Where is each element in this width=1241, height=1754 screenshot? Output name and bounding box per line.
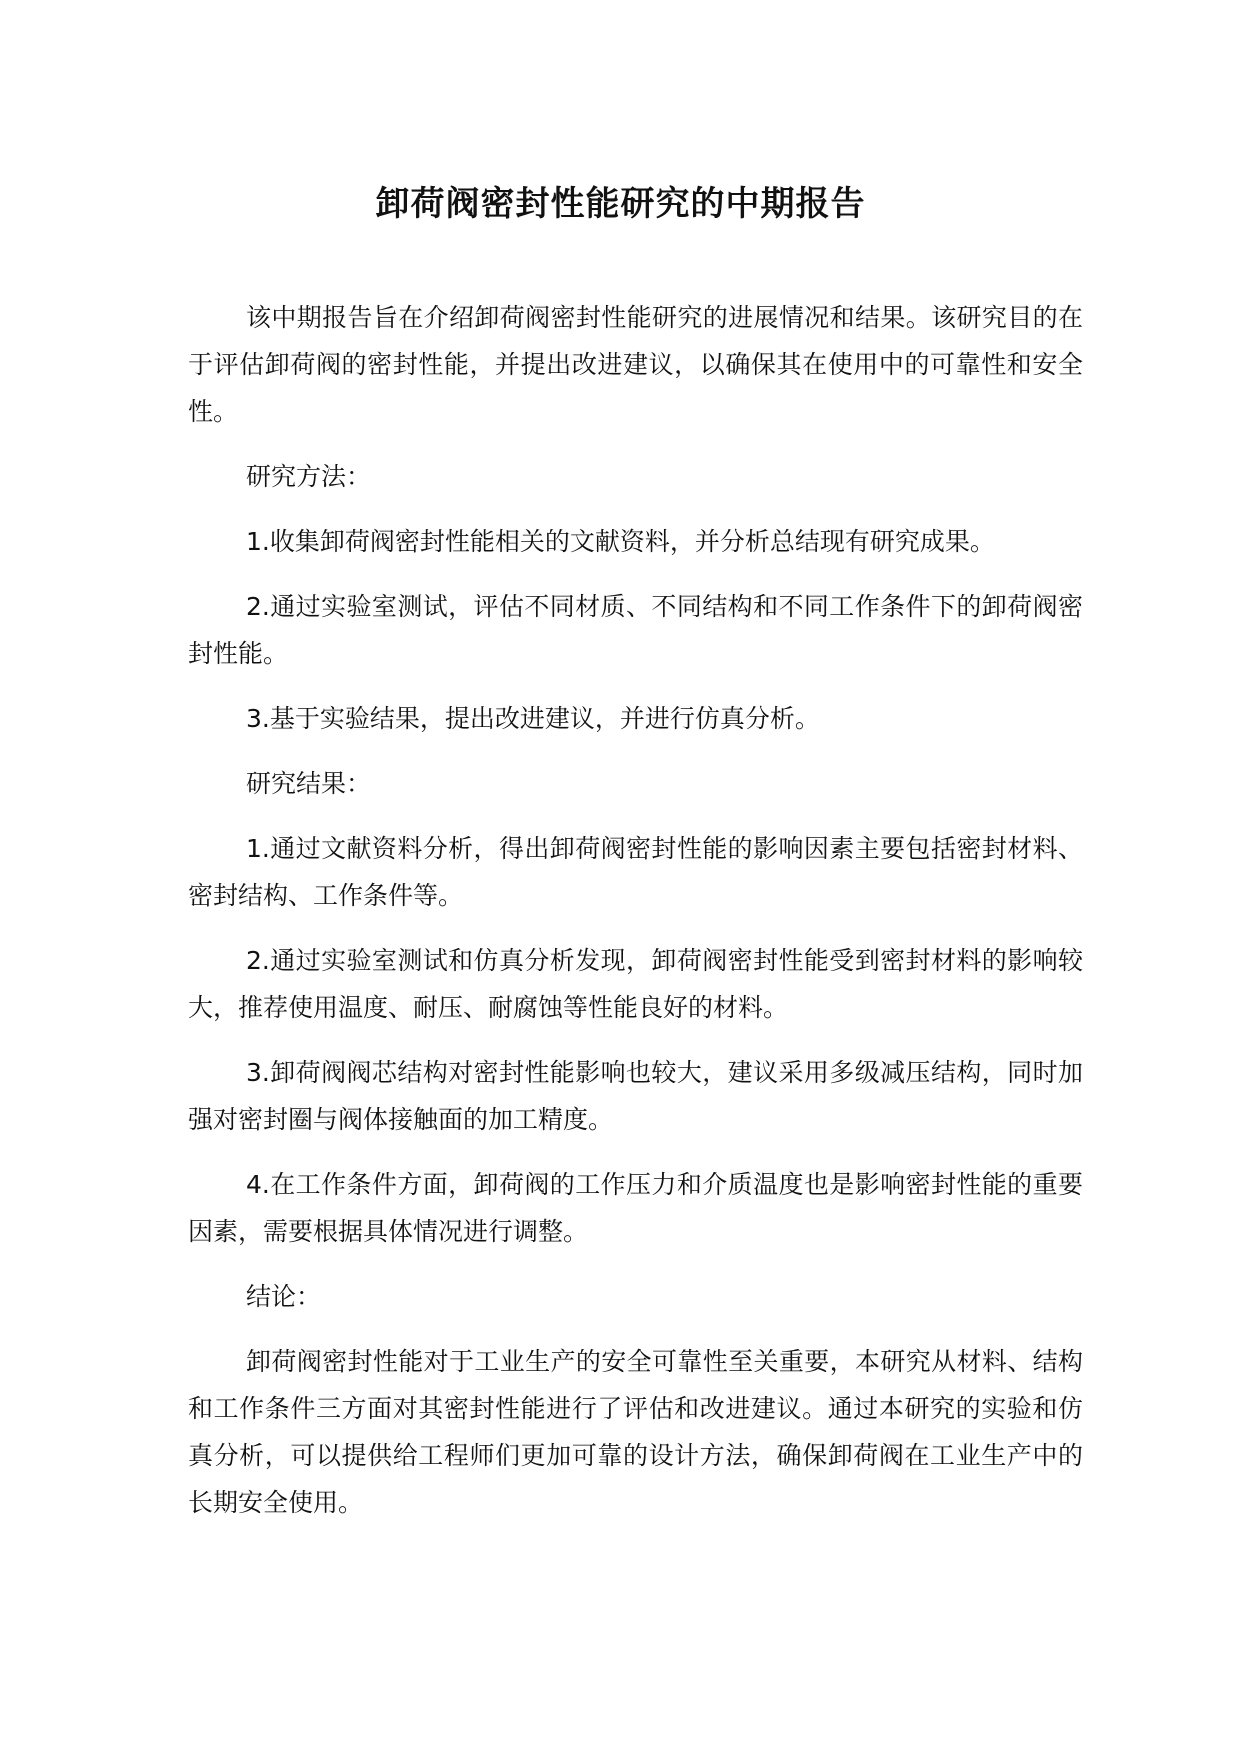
section-heading-results: 研究结果： (246, 769, 372, 798)
result-item-2: 2.通过实验室测试和仿真分析发现，卸荷阀密封性能受到密封材料的影响较大，推荐使用温度、耐压、耐腐蚀等性能良好的材料。 (188, 946, 1083, 1022)
section-heading-conclusion: 结论： (246, 1282, 322, 1311)
result-item-3: 3.卸荷阀阀芯结构对密封性能影响也较大，建议采用多级减压结构，同时加强对密封圈与阀体接触面的加工精度。 (188, 1058, 1083, 1134)
result-item-4: 4.在工作条件方面，卸荷阀的工作压力和介质温度也是影响密封性能的重要因素，需要根据具体情况进行调整。 (188, 1170, 1083, 1246)
section-heading-methods: 研究方法： (246, 462, 372, 491)
intro-paragraph: 该中期报告旨在介绍卸荷阀密封性能研究的进展情况和结果。该研究目的在于评估卸荷阀的密封性能，并提出改进建议，以确保其在使用中的可靠性和安全性。 (188, 303, 1083, 426)
method-item-3: 3.基于实验结果，提出改进建议，并进行仿真分析。 (246, 704, 820, 733)
method-item-2: 2.通过实验室测试，评估不同材质、不同结构和不同工作条件下的卸荷阀密封性能。 (188, 592, 1083, 668)
document-title: 卸荷阀密封性能研究的中期报告 (375, 184, 866, 224)
conclusion-paragraph: 卸荷阀密封性能对于工业生产的安全可靠性至关重要，本研究从材料、结构和工作条件三方面对其密封性能进行了评估和改进建议。通过本研究的实验和仿真分析，可以提供给工程师们更加可靠的设计方法，确保卸荷阀在工业生产中的长期安全使用。 (188, 1347, 1083, 1517)
document-body (188, 294, 1083, 1544)
result-item-1: 1.通过文献资料分析，得出卸荷阀密封性能的影响因素主要包括密封材料、密封结构、工作条件等。 (188, 834, 1083, 910)
method-item-1: 1.收集卸荷阀密封性能相关的文献资料，并分析总结现有研究成果。 (246, 527, 995, 556)
